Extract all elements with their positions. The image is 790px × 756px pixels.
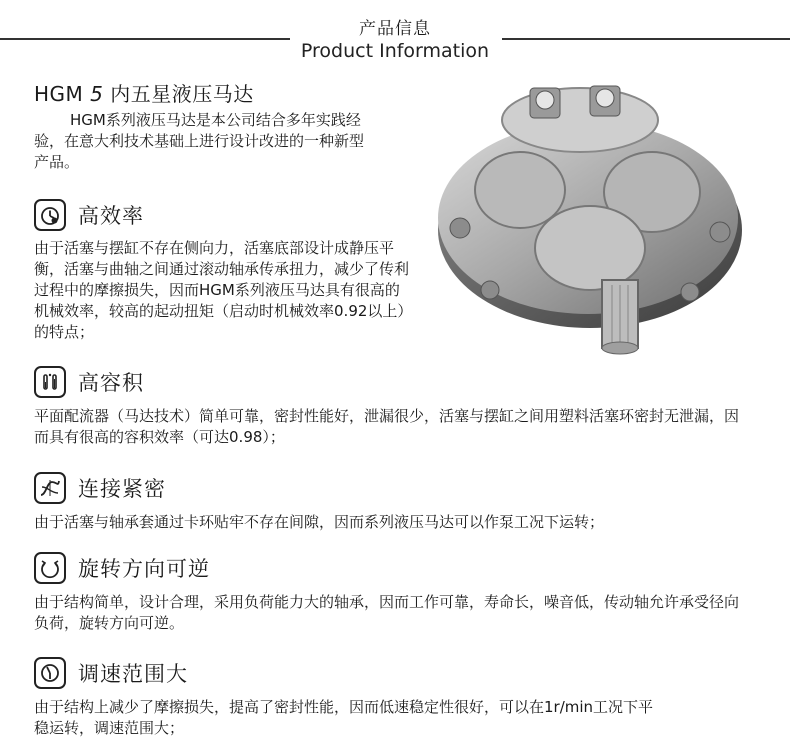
hydraulic-motor-image [420,80,750,360]
feature-title: 连接紧密 [78,477,166,501]
product-title-suffix: 内五星液压马达 [110,82,254,106]
product-intro: HGM系列液压马达是本公司结合多年实践经验，在意大利技术基础上进行设计改进的一种新型产品。 [34,111,365,171]
curve-icon [34,472,66,504]
gauge-tubes-icon [34,366,66,398]
feature-description: 平面配流器（马达技术）简单可靠，密封性能好，泄漏很少，活塞与摆缸之间用塑料活塞环密封无泄漏，因而具有很高的容积效率（可达0.98）； [34,407,740,446]
speed-dial-icon [34,657,66,689]
header-title-en: Product Information [300,40,490,62]
product-title-prefix: HGM [34,82,84,106]
feature-high-volume [34,363,144,401]
feature-description: 由于活塞与摆缸不存在侧向力，活塞底部设计成静压平衡，活塞与曲轴之间通过滚动轴承传承扭力，减少了传利过程中的摩擦损失，因而HGM系列液压马达具有很高的机械效率，较高的起动扭矩（启动时机械效率0.92以上）的特点； [34,239,413,341]
feature-title: 调速范围大 [78,662,188,686]
feature-title: 高效率 [78,204,144,228]
product-title-number: 5 [90,82,104,106]
feature-tight-connection [34,469,166,507]
stopwatch-icon [34,199,66,231]
feature-title: 高容积 [78,371,144,395]
feature-description: 由于结构简单，设计合理，采用负荷能力大的轴承，因而工作可靠，寿命长，噪音低，传动轴允许承受径向负荷，旋转方向可逆。 [34,593,740,632]
section-header [0,0,790,70]
feature-reversible-rotation [34,549,210,587]
feature-description: 由于活塞与轴承套通过卡环贴牢不存在间隙，因而系列液压马达可以作泵工况下运转； [34,513,605,531]
header-title-zh: 产品信息 [359,19,431,39]
feature-title: 旋转方向可逆 [78,557,210,581]
feature-wide-speed-range [34,654,188,692]
feature-high-efficiency [34,196,144,234]
rotate-icon [34,552,66,584]
feature-description: 由于结构上减少了摩擦损失，提高了密封性能，因而低速稳定性很好，可以在1r/min工况下平稳运转，调速范围大； [34,698,654,737]
product-title [34,78,254,107]
